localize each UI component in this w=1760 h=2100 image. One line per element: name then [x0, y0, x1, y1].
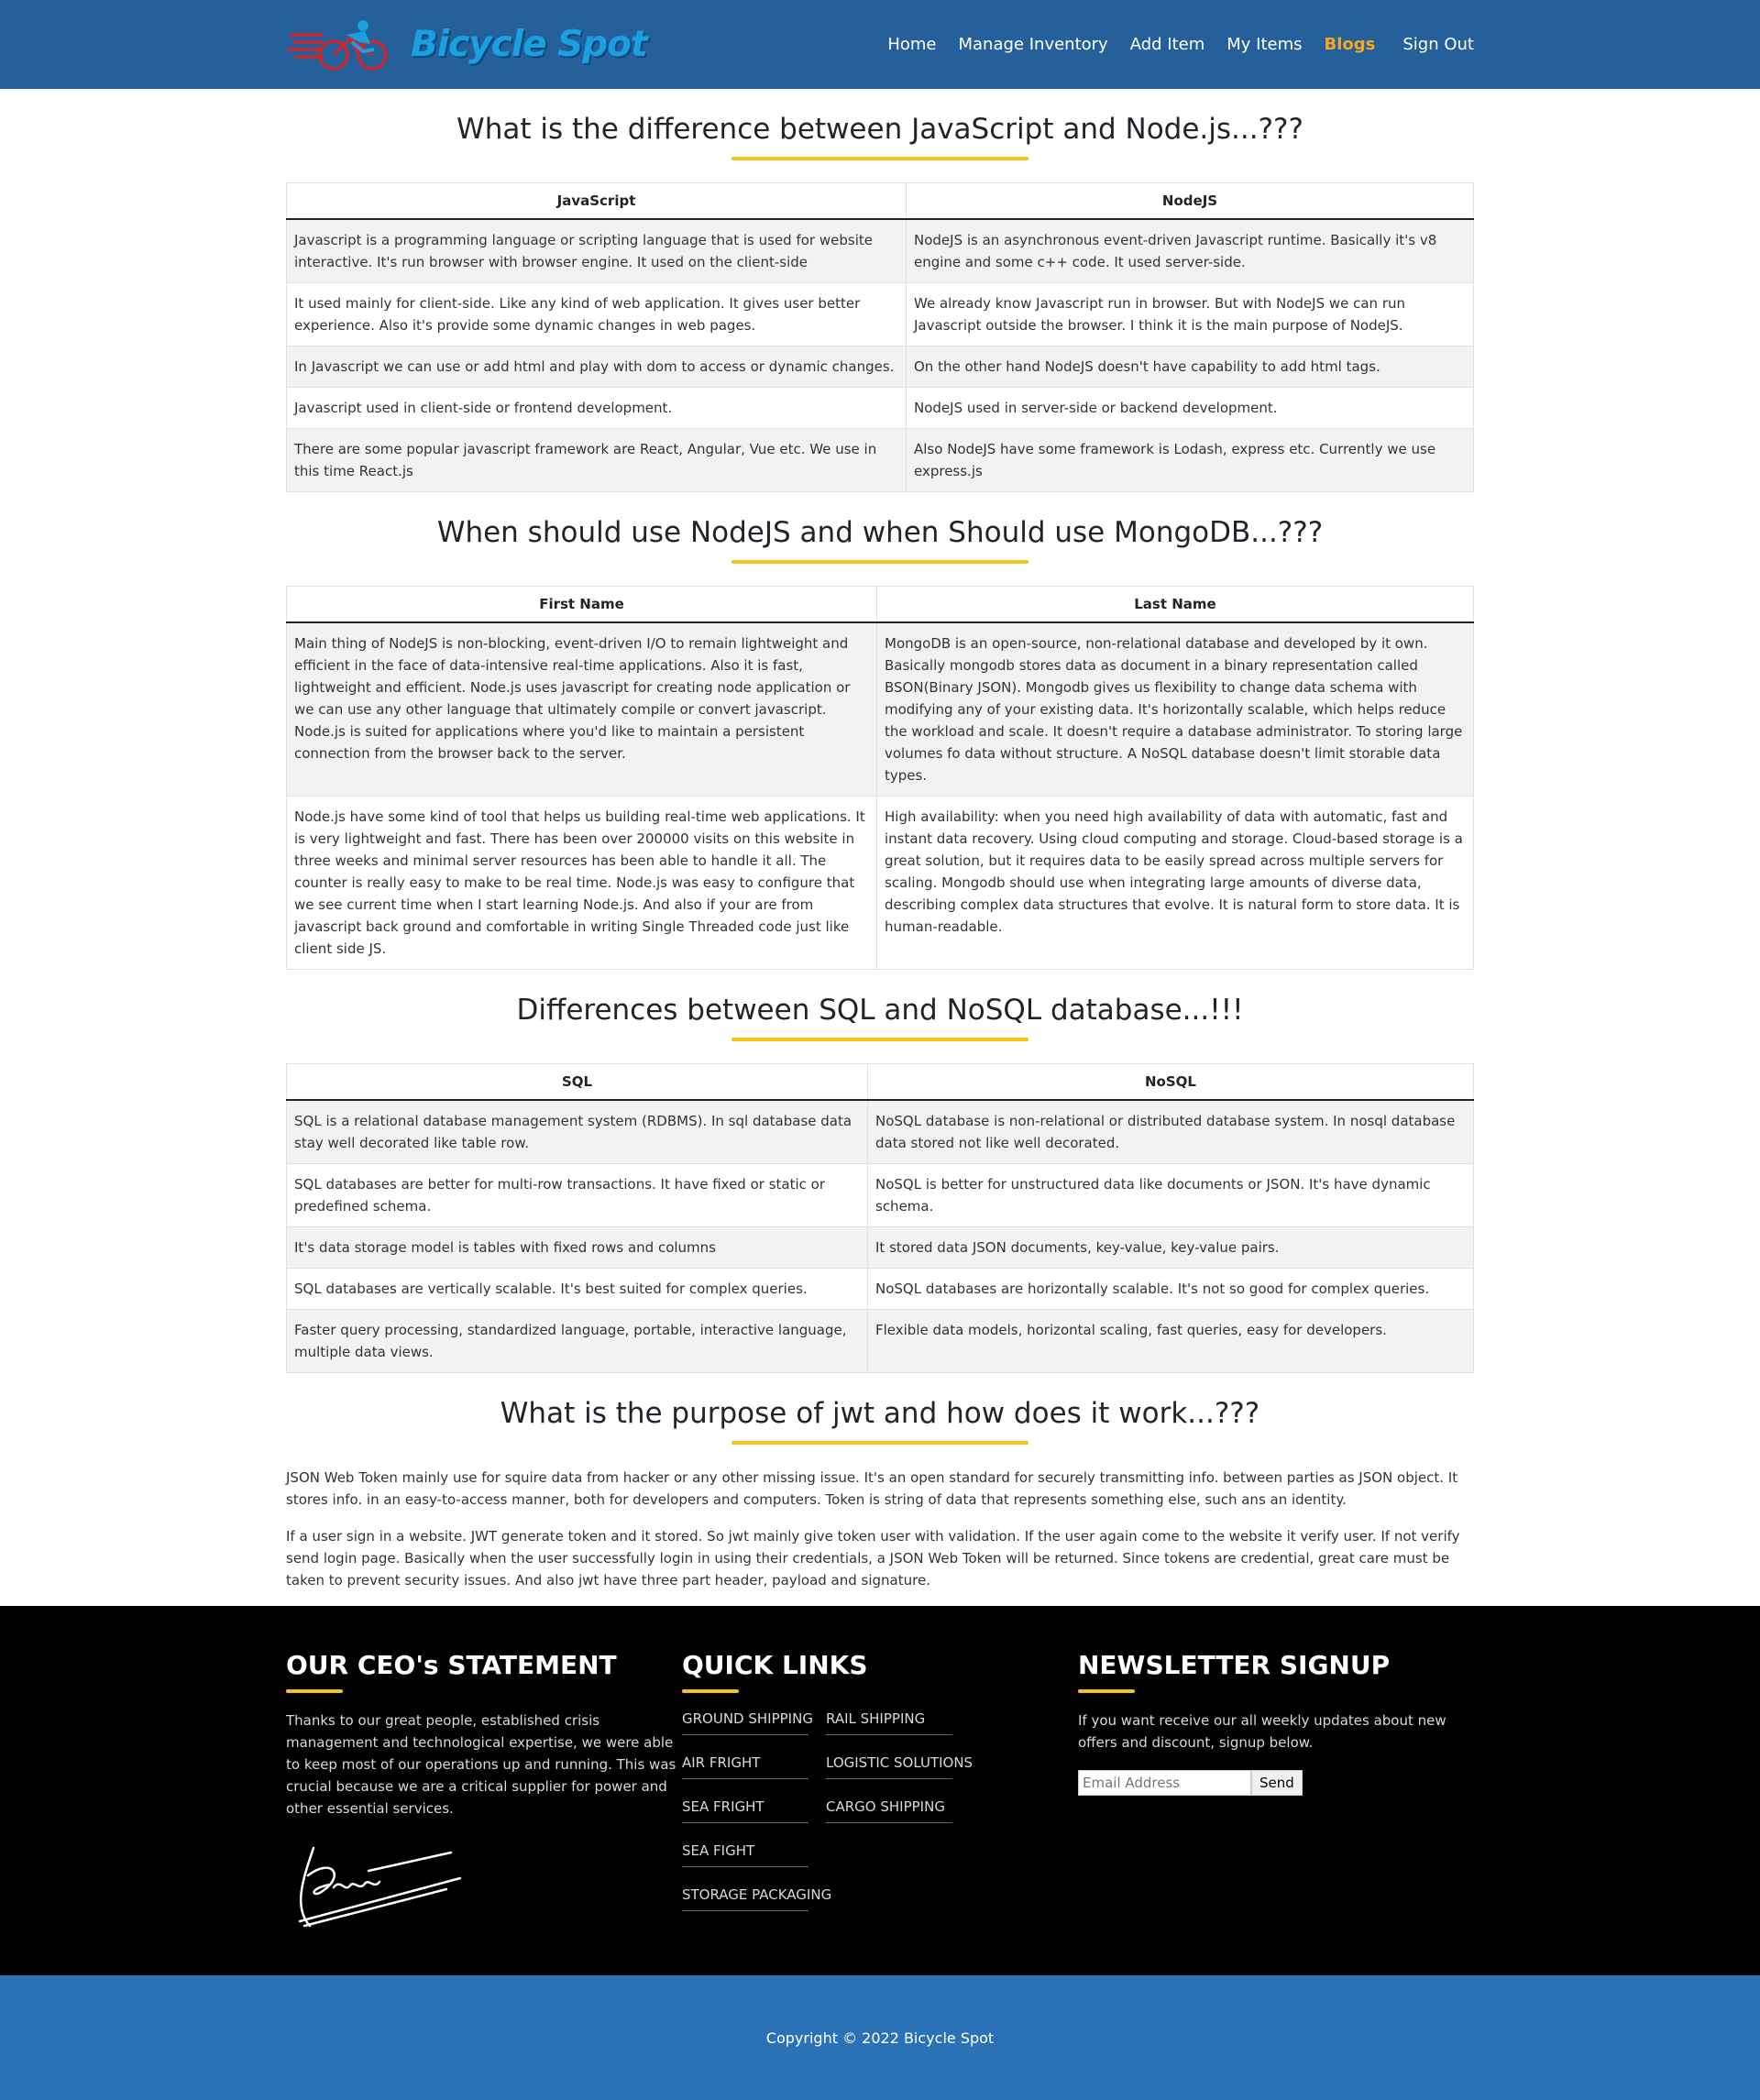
quick-link-ground-shipping[interactable]: GROUND SHIPPING: [682, 1710, 808, 1735]
footer-ceo-statement: [286, 1650, 682, 1939]
quick-links-col-2: [826, 1710, 974, 1930]
table-cell: Node.js have some kind of tool that helps us building real-time web applications. It is very lightweight and fast. There has been over 200000 visits on this website in three weeks and minimal server resources has been able to handle it all. The counter is really easy to make to be real time. Node.js was easy to configure that we see current time when I start learning Node.js. And also if your are from javascript back ground and comfortable in writing Single Threaded code just like client side JS.: [287, 797, 877, 970]
nav-my-items[interactable]: My Items: [1226, 35, 1303, 54]
title-underline: [732, 560, 1028, 564]
table-header: JavaScript: [287, 183, 907, 220]
cyclist-logo-icon: [286, 15, 403, 75]
table-row: [287, 1227, 1474, 1269]
table-row: [287, 622, 1474, 797]
table-row: [287, 388, 1474, 429]
footer-heading: NEWSLETTER SIGNUP: [1078, 1650, 1391, 1680]
nav-sign-out[interactable]: Sign Out: [1402, 35, 1474, 54]
quick-link-logistic-solutions[interactable]: LOGISTIC SOLUTIONS: [826, 1754, 952, 1779]
ceo-signature-icon: [286, 1834, 469, 1935]
section-title-sql-vs-nosql: Differences between SQL and NoSQL database...!!!: [516, 994, 1244, 1027]
footer-heading: OUR CEO's STATEMENT: [286, 1650, 617, 1680]
table-row: [287, 1269, 1474, 1310]
table-cell: Javascript is a programming language or scripting language that is used for website interactive. It's run browser with browser engine. It used on the client-side: [287, 219, 907, 283]
table-row: [287, 219, 1474, 283]
navbar: [0, 0, 1760, 89]
footer-underline: [286, 1689, 343, 1693]
table-cell: NodeJS used in server-side or backend development.: [907, 388, 1474, 429]
quick-link-cargo-shipping[interactable]: CARGO SHIPPING: [826, 1798, 952, 1823]
footer: [0, 1606, 1760, 1975]
table-cell: High availability: when you need high availability of data with automatic, fast and instant data recovery. Using cloud computing and storage. Cloud-based storage is a great solution, but it requires data to be easily spread across multiple servers for scaling. Mongodb should use when integrating large amounts of diverse data, describing complex data structures that evolve. It is natural form to store data. It is human-readable.: [877, 797, 1474, 970]
footer-quick-links: [682, 1650, 1078, 1939]
table-row: [287, 283, 1474, 346]
quick-link-rail-shipping[interactable]: RAIL SHIPPING: [826, 1710, 952, 1735]
blog-content: [286, 113, 1474, 1591]
table-cell: NoSQL database is non-relational or distributed database system. In nosql database data stored not like well decorated.: [868, 1100, 1474, 1164]
quick-link-storage-packaging[interactable]: STORAGE PACKAGING: [682, 1886, 808, 1911]
jwt-paragraph: If a user sign in a website. JWT generate token and it stored. So jwt mainly give token user with validation. If the user again come to the website it verify user. If not verify send login page. Basically when the user successfully login in using their credentials, a JSON Web Token will be returned. Since tokens are credential, great care must be taken to prevent security issues. And also jwt have three part header, payload and signature.: [286, 1528, 1460, 1589]
table-cell: It's data storage model is tables with fixed rows and columns: [287, 1227, 868, 1269]
table-cell: Main thing of NodeJS is non-blocking, event-driven I/O to remain lightweight and efficient in the face of data-intensive real-time applications. Also it is fast, lightweight and efficient. Node.js uses javascript for creating node application or we can use any other language that ultimately compile or convert javascript. Node.js is suited for applications where you'd like to maintain a persistent connection from the browser back to the server.: [287, 622, 877, 797]
nav-links: [887, 35, 1474, 54]
nav-manage-inventory[interactable]: Manage Inventory: [958, 35, 1108, 54]
quick-link-air-fright[interactable]: AIR FRIGHT: [682, 1754, 808, 1779]
nav-home[interactable]: Home: [887, 35, 937, 54]
table-cell: It stored data JSON documents, key-value, key-value pairs.: [868, 1227, 1474, 1269]
table-js-vs-node: [286, 182, 1474, 492]
table-row: [287, 429, 1474, 492]
table-cell: SQL databases are vertically scalable. It's best suited for complex queries.: [287, 1269, 868, 1310]
title-underline: [732, 157, 1028, 160]
table-node-vs-mongo: [286, 586, 1474, 970]
nav-add-item[interactable]: Add Item: [1129, 35, 1205, 54]
table-cell: On the other hand NodeJS doesn't have capability to add html tags.: [907, 346, 1474, 388]
table-cell: Faster query processing, standardized language, portable, interactive language, multiple data views.: [287, 1310, 868, 1373]
newsletter-form: [1078, 1770, 1474, 1796]
newsletter-text: If you want receive our all weekly updates about new offers and discount, signup below.: [1078, 1712, 1446, 1751]
section-title-js-vs-node: What is the difference between JavaScript and Node.js...???: [456, 113, 1304, 146]
table-cell: We already know Javascript run in browser. But with NodeJS we can run Javascript outside the browser. I think it is the main purpose of NodeJS.: [907, 283, 1474, 346]
brand-name: Bicycle Spot: [411, 24, 647, 65]
table-row: [287, 1310, 1474, 1373]
section-title-node-vs-mongo: When should use NodeJS and when Should use MongoDB...???: [436, 516, 1324, 549]
table-cell: NodeJS is an asynchronous event-driven Javascript runtime. Basically it's v8 engine and some c++ code. It used server-side.: [907, 219, 1474, 283]
section-title-jwt: What is the purpose of jwt and how does it work...???: [500, 1397, 1260, 1430]
table-cell: MongoDB is an open-source, non-relational database and developed by it own. Basically mongodb stores data as document in a binary representation called BSON(Binary JSON). Mongodb gives us flexibility to change data schema with modifying any of your existing data. It's horizontally scalable, which helps reduce the workload and scale. It doesn't require a database administrator. To storing large volumes fo data without structure. A NoSQL database doesn't limit storable data types.: [877, 622, 1474, 797]
table-header: First Name: [287, 587, 877, 623]
table-header: SQL: [287, 1064, 868, 1101]
table-header: NodeJS: [907, 183, 1474, 220]
table-row: [287, 1164, 1474, 1227]
newsletter-send-button[interactable]: Send: [1251, 1770, 1303, 1796]
table-header: NoSQL: [868, 1064, 1474, 1101]
footer-underline: [1078, 1689, 1135, 1693]
quick-links-col-1: [682, 1710, 832, 1930]
table-cell: In Javascript we can use or add html and play with dom to access or dynamic changes.: [287, 346, 907, 388]
table-cell: Javascript used in client-side or frontend development.: [287, 388, 907, 429]
table-cell: Flexible data models, horizontal scaling, fast queries, easy for developers.: [868, 1310, 1474, 1373]
table-cell: NoSQL is better for unstructured data like documents or JSON. It's have dynamic schema.: [868, 1164, 1474, 1227]
copyright-bar: [0, 1975, 1760, 2100]
table-row: [287, 1100, 1474, 1164]
brand-logo-link[interactable]: [286, 15, 647, 75]
table-row: [287, 346, 1474, 388]
newsletter-email-input[interactable]: [1078, 1770, 1251, 1796]
title-underline: [732, 1441, 1028, 1445]
footer-newsletter: [1078, 1650, 1474, 1939]
footer-heading: QUICK LINKS: [682, 1650, 868, 1680]
footer-underline: [682, 1689, 739, 1693]
table-cell: SQL databases are better for multi-row transactions. It have fixed or static or predefined schema.: [287, 1164, 868, 1227]
title-underline: [732, 1038, 1028, 1041]
table-sql-vs-nosql: [286, 1063, 1474, 1373]
jwt-paragraph: JSON Web Token mainly use for squire data from hacker or any other missing issue. It's an open standard for securely transmitting info. between parties as JSON object. It stores info. in an easy-to-access manner, both for developers and computers. Token is string of data that represents something else, such ans an identity.: [286, 1469, 1458, 1508]
nav-blogs[interactable]: Blogs: [1324, 35, 1376, 54]
table-row: [287, 797, 1474, 970]
ceo-statement-text: Thanks to our great people, established crisis management and technological expertise, we were able to keep most of our operations up and running. This was crucial because we are a critical supplier for power and other essential services.: [286, 1712, 676, 1817]
table-cell: SQL is a relational database management system (RDBMS). In sql database data stay well decorated like table row.: [287, 1100, 868, 1164]
table-cell: It used mainly for client-side. Like any kind of web application. It gives user better experience. Also it's provide some dynamic changes in web pages.: [287, 283, 907, 346]
table-header: Last Name: [877, 587, 1474, 623]
quick-link-sea-fight[interactable]: SEA FIGHT: [682, 1842, 808, 1867]
table-cell: NoSQL databases are horizontally scalable. It's not so good for complex queries.: [868, 1269, 1474, 1310]
table-cell: Also NodeJS have some framework is Lodash, express etc. Currently we use express.js: [907, 429, 1474, 492]
table-cell: There are some popular javascript framework are React, Angular, Vue etc. We use in this time React.js: [287, 429, 907, 492]
quick-link-sea-fright[interactable]: SEA FRIGHT: [682, 1798, 808, 1823]
copyright-text: Copyright © 2022 Bicycle Spot: [765, 2029, 995, 2047]
